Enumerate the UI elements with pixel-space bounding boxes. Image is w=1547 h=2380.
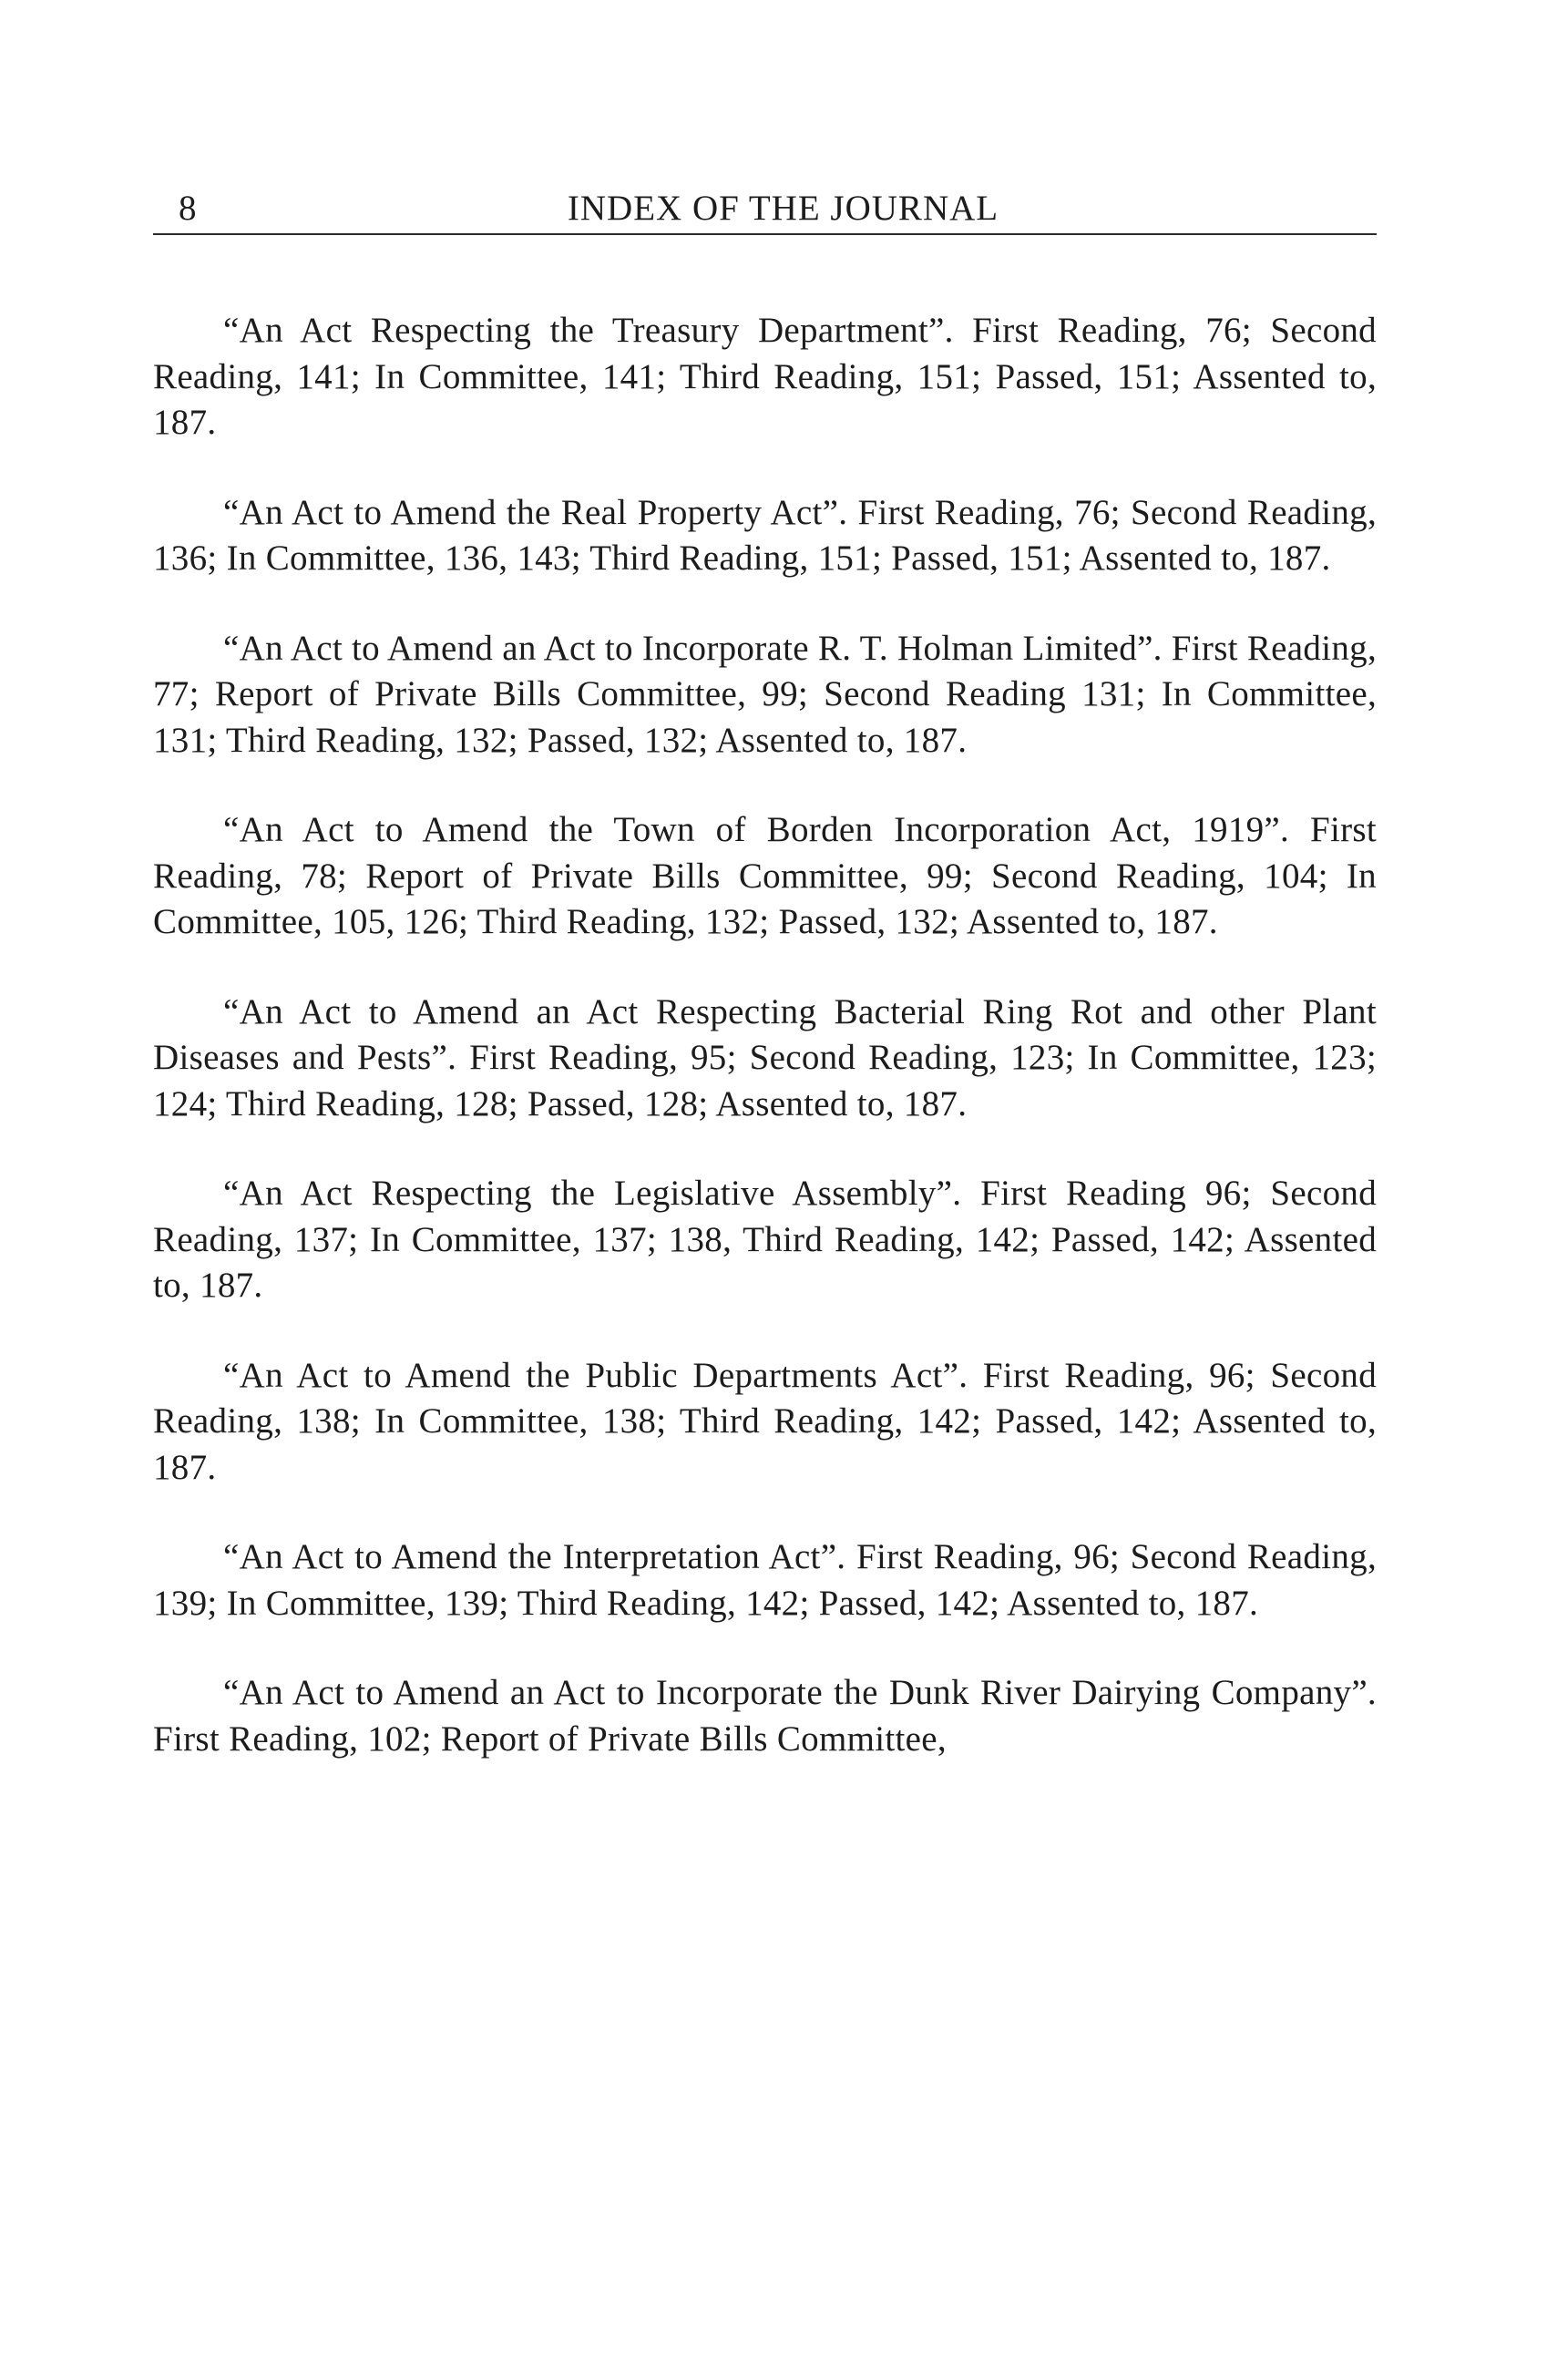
index-entry: “An Act Respecting the Legislative Assembly”. First Reading 96; Second Reading, 137; In Committee, 137; 138, Third Reading, 142; Passed, 142; Assented to, 187. — [153, 1174, 1377, 1305]
index-entry: “An Act to Amend an Act to Incorporate the Dunk River Dairying Company”. First Reading, 102; Report of Private Bills Committee, — [153, 1673, 1377, 1759]
index-entry: “An Act to Amend the Public Departments Act”. First Reading, 96; Second Reading, 138; In Committee, 138; Third Reading, 142; Passed, 142; Assented to, 187. — [153, 1355, 1377, 1487]
page-number: 8 — [179, 189, 198, 228]
index-entry: “An Act to Amend the Town of Borden Incorporation Act, 1919”. First Reading, 78; Report of Private Bills Committee, 99; Second Reading, 104; In Committee, 105, 126; Third Reading, 132; Passed, 132; Assented to, 187. — [153, 810, 1377, 941]
index-entry: “An Act to Amend the Real Property Act”. First Reading, 76; Second Reading, 136; In Committee, 136, 143; Third Reading, 151; Passed, 151; Assented to, 187. — [153, 492, 1377, 578]
index-entry: “An Act to Amend the Interpretation Act”. First Reading, 96; Second Reading, 139; In Committee, 139; Third Reading, 142; Passed, 142; Assented to, 187. — [153, 1537, 1377, 1623]
index-entry: “An Act to Amend an Act to Incorporate R. T. Holman Limited”. First Reading, 77; Report of Private Bills Committee, 99; Second Reading 131; In Committee, 131; Third Reading, 132; Passed, 132; Assented to, 187. — [153, 628, 1377, 760]
running-title: INDEX OF THE JOURNAL — [567, 189, 999, 228]
running-head — [153, 179, 1377, 235]
index-entry: “An Act Respecting the Treasury Department”. First Reading, 76; Second Reading, 141; In Committee, 141; Third Reading, 151; Passed, 151; Assented to, 187. — [153, 311, 1377, 442]
journal-page — [153, 179, 1377, 1762]
index-entries — [153, 308, 1377, 1762]
index-entry: “An Act to Amend an Act Respecting Bacterial Ring Rot and other Plant Diseases and Pests”. First Reading, 95; Second Reading, 123; In Committee, 123; 124; Third Reading, 128; Passed, 128; Assented to, 187. — [153, 991, 1377, 1123]
